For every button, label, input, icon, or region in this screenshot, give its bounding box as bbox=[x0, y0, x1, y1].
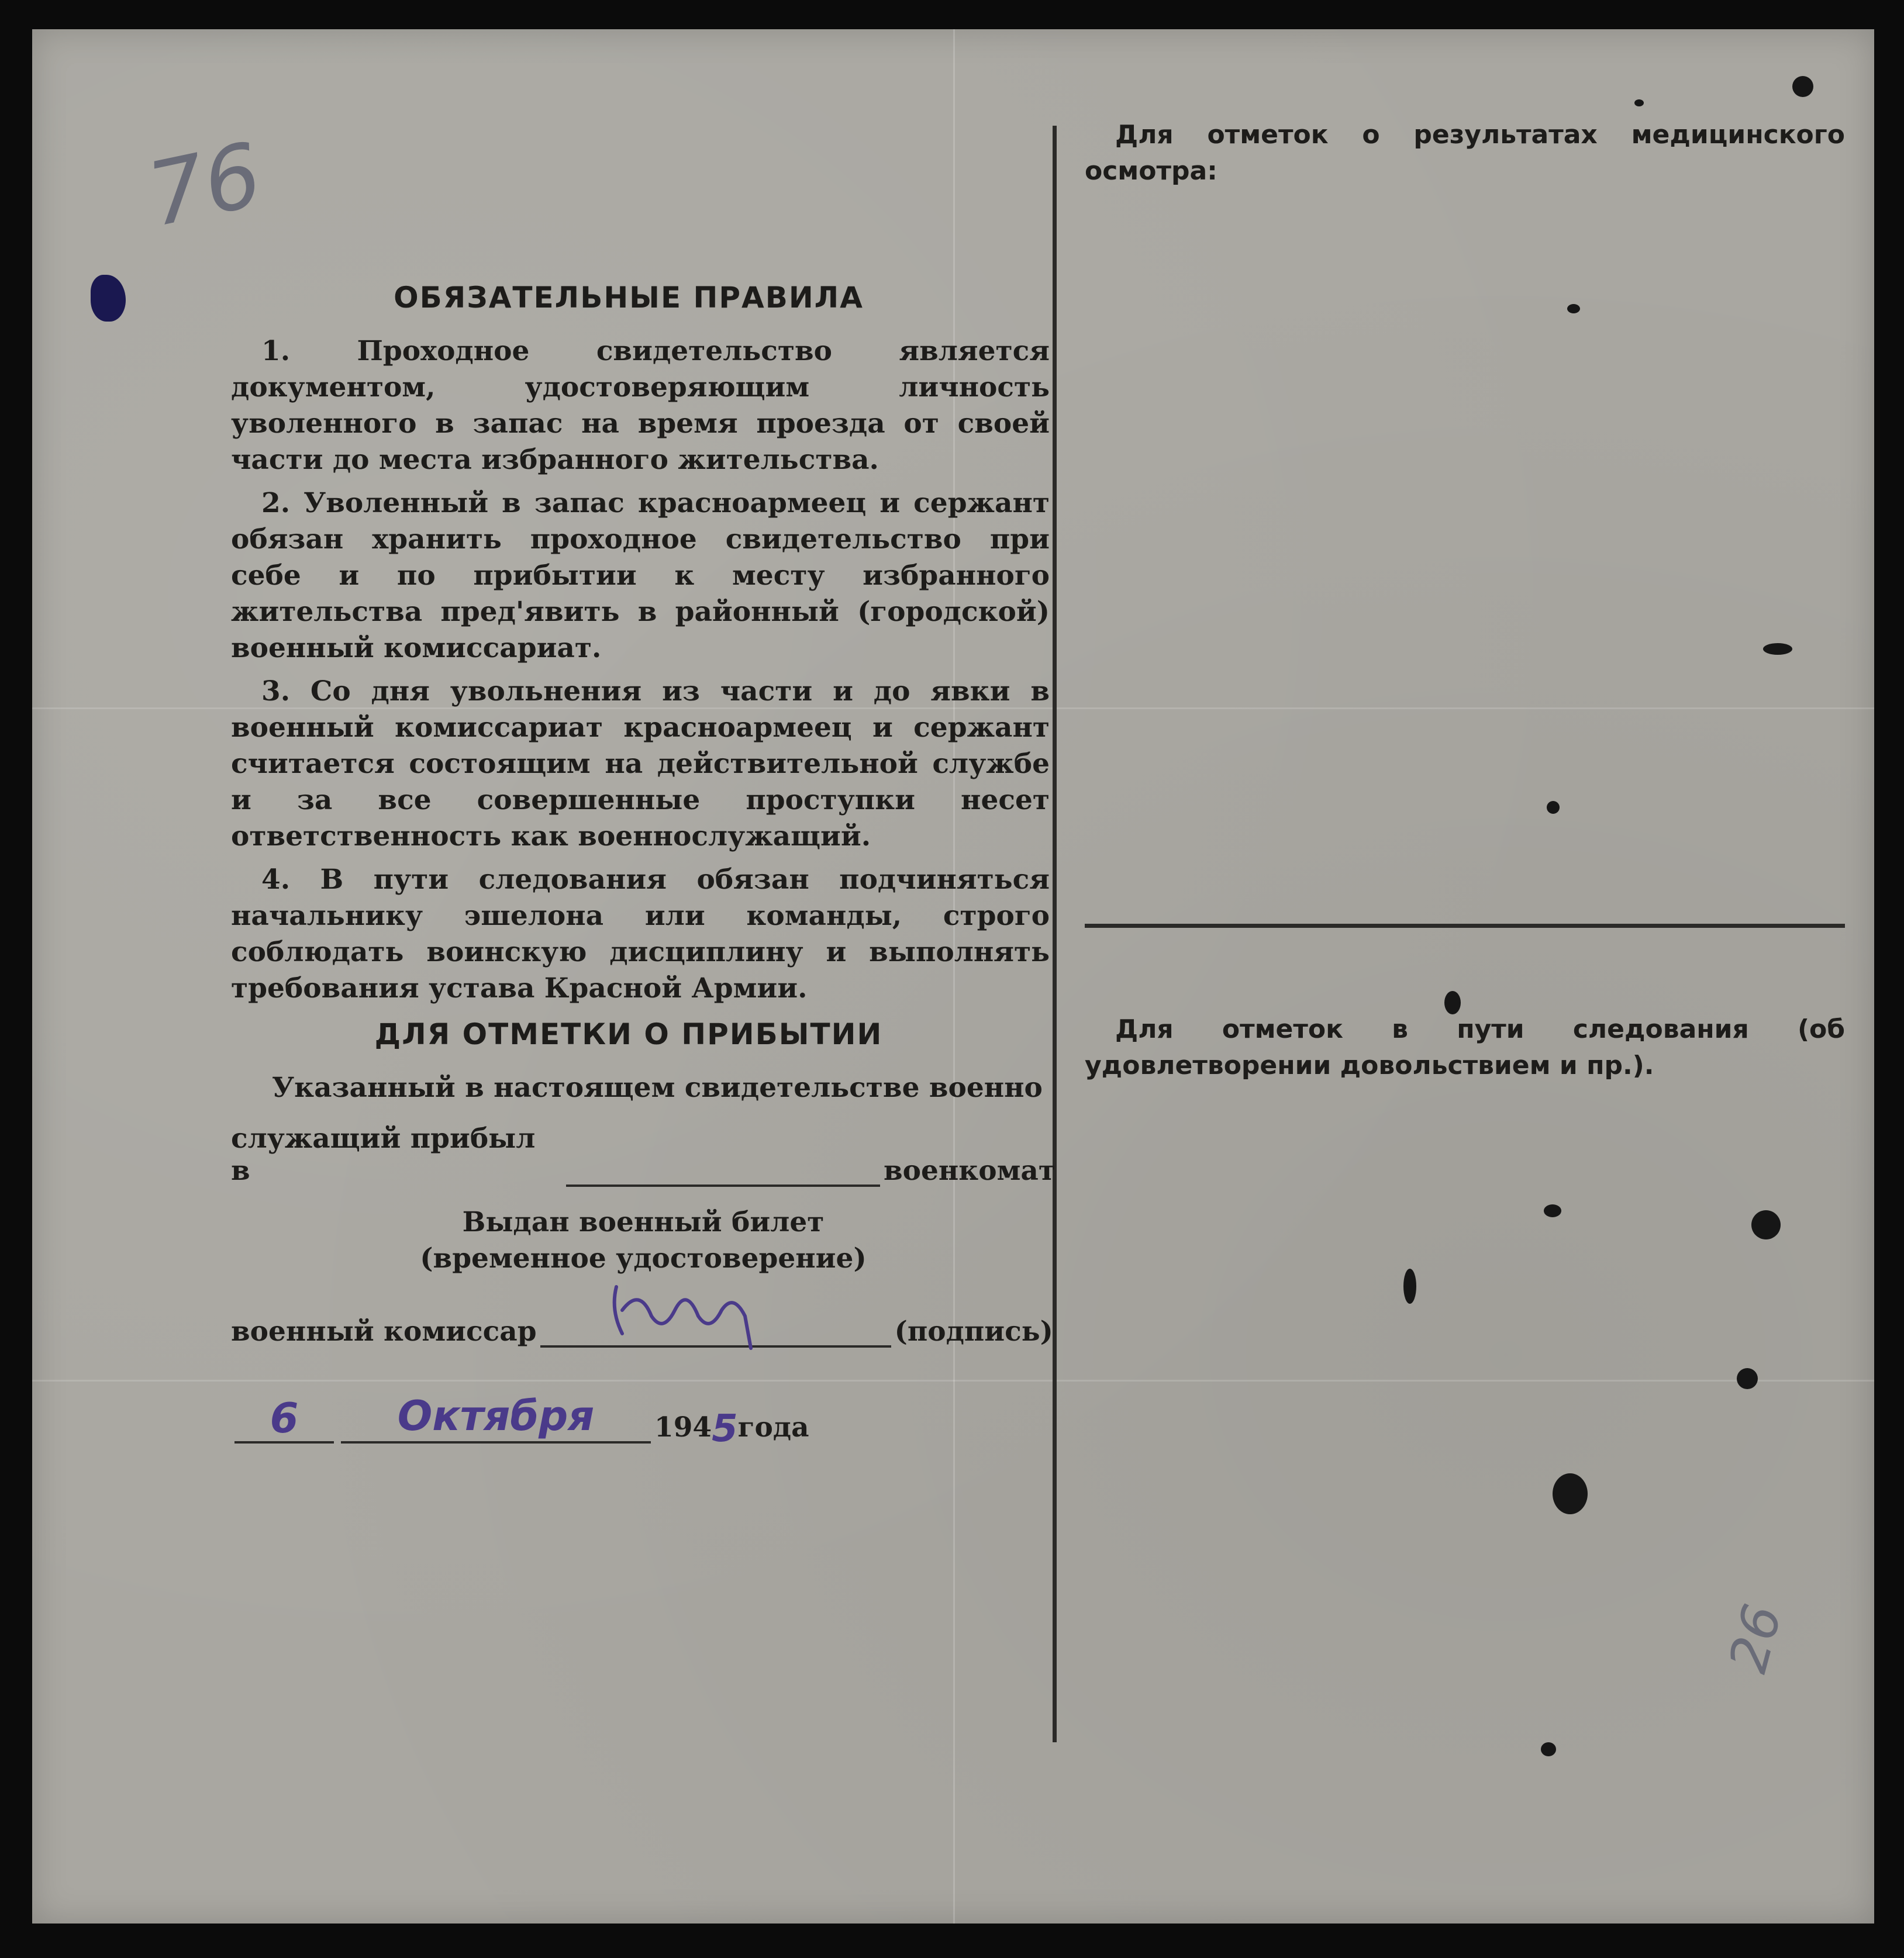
column-divider bbox=[1053, 126, 1057, 1742]
commissar-label: военный комиссар bbox=[231, 1315, 537, 1348]
issued-block bbox=[231, 1204, 1056, 1277]
arrival-line-2 bbox=[231, 1123, 1056, 1187]
fold-line-horizontal-lower bbox=[32, 1380, 1874, 1382]
year-digit: 5 bbox=[712, 1407, 738, 1451]
signature-graphic bbox=[605, 1275, 780, 1351]
date-month-blank bbox=[341, 1392, 651, 1444]
punch-hole bbox=[1567, 304, 1580, 313]
punch-hole bbox=[1634, 99, 1644, 106]
punch-hole bbox=[1763, 643, 1792, 655]
year-prefix: 194 bbox=[654, 1411, 712, 1444]
rule-item-4: 4. В пути следования обязан подчиняться начальнику эшелона или команды, строго соблюдать воинскую дисциплину и выполнять требования устава Красной Армии. bbox=[231, 864, 1050, 1004]
date-row bbox=[231, 1392, 1056, 1451]
rule-item-2: 2. Уволенный в запас красноармеец и сержант обязан хранить проходное свидетельство при себе и по прибытии к месту избранного жительства пред'явить в районный (городской) военный комиссариат. bbox=[231, 487, 1050, 664]
punch-hole bbox=[1751, 1210, 1781, 1239]
archive-number: 76 bbox=[139, 124, 270, 247]
issued-line-2: (временное удостоверение) bbox=[420, 1242, 867, 1275]
arrival-title: ДЛЯ ОТМЕТКИ О ПРИБЫТИИ bbox=[374, 1017, 883, 1051]
punch-hole bbox=[1553, 1473, 1588, 1514]
punch-hole bbox=[1403, 1269, 1416, 1304]
document-sheet bbox=[32, 29, 1874, 1924]
rules-list bbox=[231, 333, 1050, 1014]
punch-hole bbox=[1544, 1204, 1561, 1217]
date-day-blank bbox=[234, 1394, 334, 1444]
punch-hole bbox=[1541, 1742, 1556, 1756]
rule-item-3: 3. Со дня увольнения из части и до явки в военный комиссариат красноармеец и сержант считается состоящим на действительной службе и за все совершенные проступки несет ответственность как военнослужащий. bbox=[231, 675, 1050, 852]
issued-line-1: Выдан военный билет bbox=[462, 1206, 825, 1238]
date-month: Октября bbox=[397, 1392, 595, 1440]
date-day: 6 bbox=[270, 1394, 299, 1442]
right-section-divider bbox=[1085, 924, 1845, 928]
ink-blot bbox=[91, 275, 126, 322]
signature-label: (подпись) bbox=[894, 1315, 1053, 1348]
commissar-row bbox=[231, 1315, 1056, 1348]
punch-hole bbox=[1444, 991, 1461, 1014]
arrived-prefix: служащий прибыл в bbox=[231, 1123, 536, 1187]
rule-item-1: 1. Проходное свидетельство является документом, удостоверяющим личность уволенного в запас на время проезда от своей части до места избранного жительства. bbox=[231, 335, 1050, 476]
year-suffix: года bbox=[737, 1411, 809, 1444]
punch-hole bbox=[1547, 801, 1560, 814]
arrival-text: Указанный в настоящем свидетельстве военно bbox=[272, 1072, 1043, 1104]
punch-hole bbox=[1737, 1368, 1758, 1389]
archive-number-side: 26 bbox=[1717, 1598, 1794, 1679]
arrival-place-blank bbox=[566, 1161, 880, 1187]
punch-hole bbox=[1792, 76, 1813, 97]
rules-title: ОБЯЗАТЕЛЬНЫЕ ПРАВИЛА bbox=[394, 281, 864, 315]
arrived-suffix: военкомат bbox=[883, 1155, 1056, 1187]
commissar-signature-blank bbox=[540, 1322, 891, 1348]
travel-note: Для отметок в пути следования (об удовлетворении довольствием и пр.). bbox=[1085, 1014, 1845, 1080]
medical-note: Для отметок о результатах медицинского осмотра: bbox=[1085, 120, 1845, 186]
arrival-line-1 bbox=[231, 1070, 1050, 1113]
